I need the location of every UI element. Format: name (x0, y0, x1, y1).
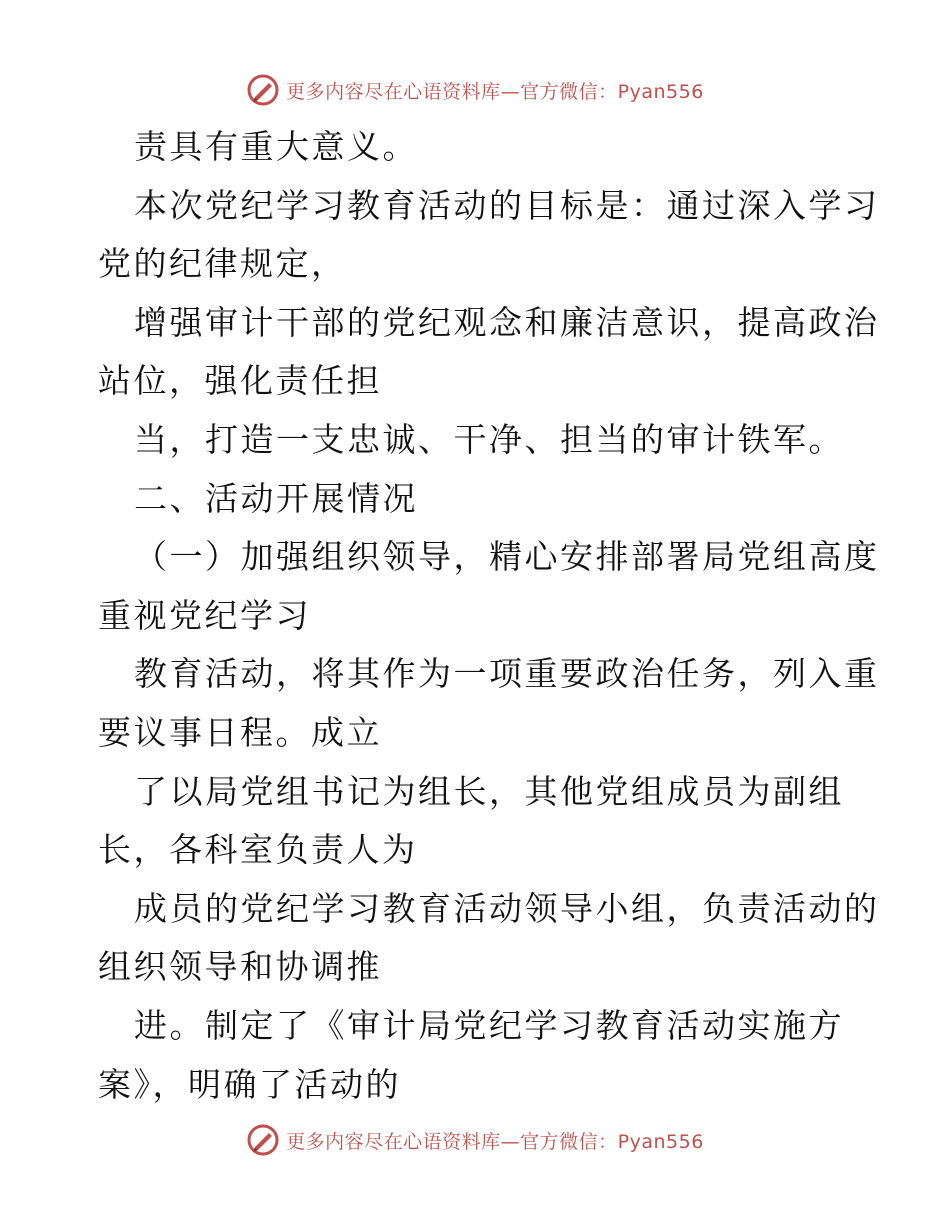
text-line: 进。制定了《审计局党纪学习教育活动实施方 (134, 1005, 844, 1045)
text-line: 增强审计干部的党纪观念和廉洁意识，提高政治 (134, 302, 880, 342)
text-line: 成员的党纪学习教育活动领导小组，负责活动的 (134, 888, 880, 928)
document-body (98, 118, 880, 1114)
text-line: 了以局党组书记为组长，其他党组成员为副组 (134, 771, 844, 811)
pen-logo-icon (246, 1123, 280, 1157)
text-line: 站位，强化责任担 (98, 361, 382, 401)
text-line: 案》，明确了活动的 (98, 1064, 401, 1104)
text-line: 重视党纪学习 (98, 595, 311, 635)
pen-logo-icon (246, 73, 280, 107)
text-line: 二、活动开展情况 (134, 478, 418, 518)
text-line: 要议事日程。成立 (98, 712, 382, 752)
text-line: （一）加强组织领导，精心安排部署局党组高度 (134, 537, 880, 577)
text-line: 责具有重大意义。 (134, 127, 418, 166)
watermark-text: 更多内容尽在心语资料库—官方微信：Pyan556 (286, 1130, 704, 1153)
text-line: 长，各科室负责人为 (98, 830, 418, 870)
text-line: 当，打造一支忠诚、干净、担当的审计铁军。 (134, 419, 844, 459)
text-line: 组织领导和协调推 (98, 947, 382, 987)
text-line: 党的纪律规定， (98, 244, 347, 284)
text-line: 教育活动，将其作为一项重要政治任务，列入重 (134, 654, 880, 694)
watermark-header (0, 70, 950, 110)
text-line: 本次党纪学习教育活动的目标是：通过深入学习 (134, 185, 880, 225)
watermark-footer (0, 1120, 950, 1160)
watermark-text: 更多内容尽在心语资料库—官方微信：Pyan556 (286, 80, 704, 103)
